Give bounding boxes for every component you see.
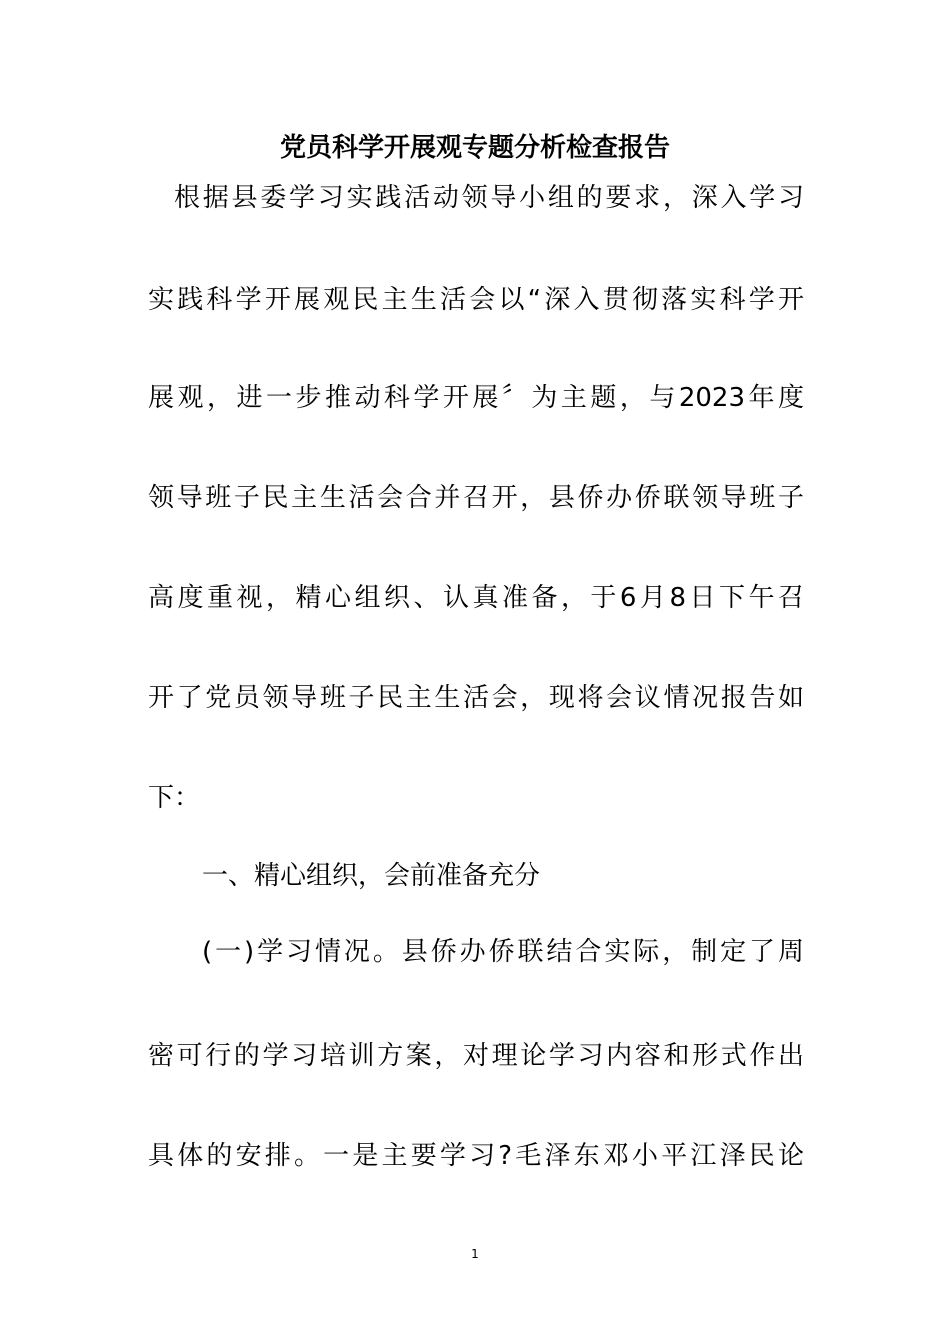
paragraph-line-9: 密可行的学习培训方案，对理论学习内容和形式作出 (148, 1041, 804, 1071)
document-title: 党员科学开展观专题分析检查报告 (279, 133, 670, 163)
paragraph-line-6: 开了党员领导班子民主生活会，现将会议情况报告如 (148, 683, 804, 713)
paragraph-line-7: 下： (148, 783, 201, 813)
paragraph-line-4: 领导班子民主生活会合并召开，县侨办侨联领导班子 (148, 483, 804, 513)
section-heading-1: 一、精心组织，会前准备充分 (202, 861, 541, 891)
page-number: 1 (471, 1247, 479, 1261)
paragraph-line-3: 展观，进一步推动科学开展〞为主题，与2023年度 (148, 383, 804, 413)
paragraph-line-2: 实践科学开展观民主生活会以“深入贯彻落实科学开 (148, 285, 804, 315)
paragraph-line-1: 根据县委学习实践活动领导小组的要求，深入学习 (174, 183, 804, 213)
paragraph-line-10: 具体的安排。一是主要学习?毛泽东邓小平江泽民论 (148, 1141, 804, 1171)
paragraph-line-8: (一)学习情况。县侨办侨联结合实际，制定了周 (202, 937, 804, 967)
paragraph-line-5: 高度重视，精心组织、认真准备，于6月8日下午召 (148, 583, 804, 613)
